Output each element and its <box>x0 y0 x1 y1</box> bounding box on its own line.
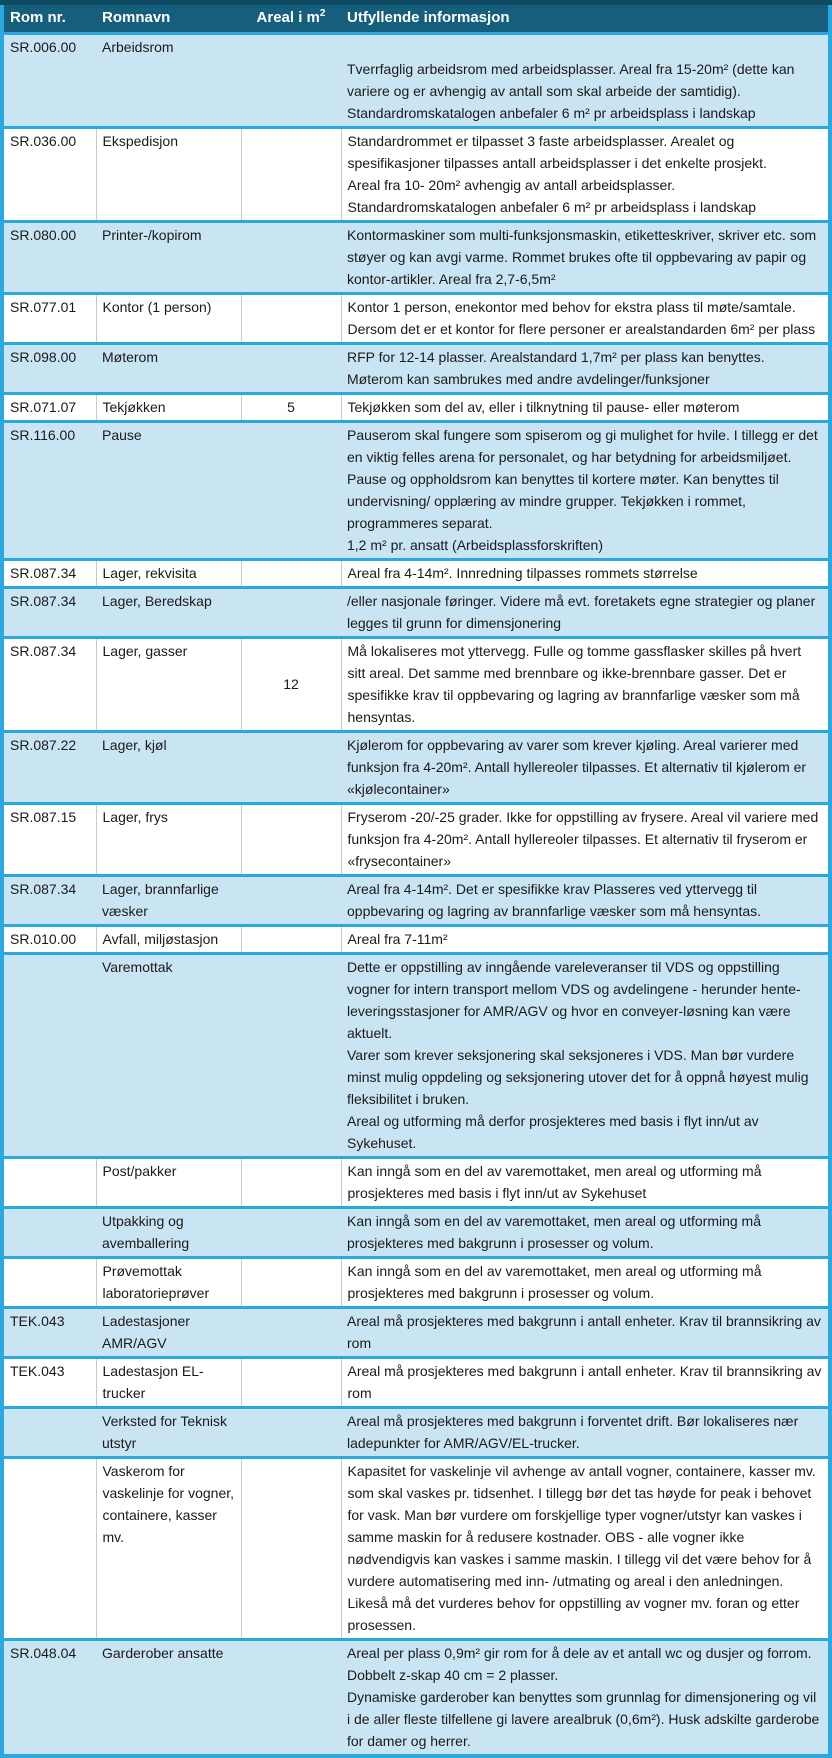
room-number-cell: SR.036.00 <box>2 128 96 222</box>
area-cell <box>241 926 341 954</box>
area-cell <box>241 1258 341 1308</box>
table-body <box>2 34 830 1757</box>
area-cell <box>241 1358 341 1408</box>
table-row <box>2 422 830 560</box>
room-name-cell: Lager, rekvisita <box>96 560 241 588</box>
info-cell: Fryserom -20/-25 grader. Ikke for oppstilling av frysere. Areal vil variere med funksjon fra 4-20m². Antall hyllereoler tilpasses. Et alternativ til fryserom er «frysecontainer» <box>341 804 830 876</box>
info-cell: Kjølerom for oppbevaring av varer som krever kjøling. Areal varierer med funksjon fra 4-20m². Antall hyllereoler tilpasses. Et alternativ til kjølerom er «kjølecontainer» <box>341 732 830 804</box>
info-cell: Pauserom skal fungere som spiserom og gi mulighet for hvile. I tillegg er det en viktig felles arena for personalet, og har betydning for arbeidsmiljøet. Pause og oppholdsrom kan benyttes til kortere møter. Kan benyttes til undervisning/ opplæring av mindre grupper. Tekjøkken i rommet, programmeres separat. 1,2 m² pr. ansatt (Arbeidsplassforskriften) <box>341 422 830 560</box>
area-cell <box>241 128 341 222</box>
room-name-cell: Avfall, miljøstasjon <box>96 926 241 954</box>
info-cell: Standardrommet er tilpasset 3 faste arbeidsplasser. Arealet og spesifikasjoner tilpasses antall arbeidsplasser i det enkelte prosjekt. Areal fra 10- 20m² avhengig av antall arbeidsplasser. Standardromskatalogen anbefaler 6 m² pr arbeidsplass i landskap <box>341 128 830 222</box>
area-cell <box>241 876 341 926</box>
room-number-cell: SR.087.34 <box>2 560 96 588</box>
info-cell: Areal må prosjekteres med bakgrunn i antall enheter. Krav til brannsikring av rom <box>341 1358 830 1408</box>
area-cell <box>241 422 341 560</box>
room-name-cell: Garderober ansatte <box>96 1640 241 1757</box>
area-cell <box>241 222 341 294</box>
area-cell <box>241 804 341 876</box>
table-row <box>2 954 830 1158</box>
room-number-cell: SR.087.15 <box>2 804 96 876</box>
area-cell <box>241 1640 341 1757</box>
info-cell: Tverrfaglig arbeidsrom med arbeidsplasser. Areal fra 15-20m² (dette kan variere og er avhengig av antall som skal arbeide der samtidig). Standardromskatalogen anbefaler 6 m² pr arbeidsplass i landskap <box>341 34 830 128</box>
room-name-cell: Ladestasjoner AMR/AGV <box>96 1308 241 1358</box>
table-row <box>2 1458 830 1640</box>
room-number-cell: SR.087.34 <box>2 588 96 638</box>
room-name-cell: Tekjøkken <box>96 394 241 422</box>
room-number-cell: SR.087.22 <box>2 732 96 804</box>
table-row <box>2 732 830 804</box>
room-number-cell: SR.087.34 <box>2 638 96 732</box>
column-header-areal-superscript: 2 <box>319 8 326 19</box>
table-row <box>2 394 830 422</box>
table-row <box>2 294 830 344</box>
room-number-cell: TEK.043 <box>2 1358 96 1408</box>
room-name-cell: Lager, brannfarlige væsker <box>96 876 241 926</box>
info-cell: Kapasitet for vaskelinje vil avhenge av antall vogner, containere, kasser mv. som skal vaskes pr. tidsenhet. I tillegg bør det tas høyde for peak i behovet for vask. Man bør vurdere om forskjellige typer vogner/utstyr kan vaskes i samme maskin for å redusere kostnader. OBS - alle vogner ikke nødvendigvis kan vaskes i samme maskin. I tillegg vil det være behov for å vurdere automatisering med inn- /utmating og areal i den anledningen. Likeså må det vurderes behov for oppstilling av vogner mv. foran og etter prosessen. <box>341 1458 830 1640</box>
room-number-cell <box>2 1208 96 1258</box>
table-row <box>2 1208 830 1258</box>
table-row <box>2 1158 830 1208</box>
room-number-cell: SR.006.00 <box>2 34 96 128</box>
room-name-cell: Pause <box>96 422 241 560</box>
info-cell: Kan inngå som en del av varemottaket, men areal og utforming må prosjekteres med basis i flyt inn/ut av Sykehuset <box>341 1158 830 1208</box>
room-name-cell: Kontor (1 person) <box>96 294 241 344</box>
room-name-cell: Arbeidsrom <box>96 34 241 128</box>
room-name-cell: Vaskerom for vaskelinje for vogner, containere, kasser mv. <box>96 1458 241 1640</box>
column-header-romnavn: Romnavn <box>96 3 241 34</box>
room-number-cell: SR.071.07 <box>2 394 96 422</box>
area-cell <box>241 1458 341 1640</box>
room-number-cell: SR.077.01 <box>2 294 96 344</box>
info-cell: Kan inngå som en del av varemottaket, men areal og utforming må prosjekteres med bakgrunn i prosesser og volum. <box>341 1208 830 1258</box>
info-cell: Areal fra 4-14m². Det er spesifikke krav Plasseres ved yttervegg til oppbevaring og lagring av brannfarlige væsker som må hensyntas. <box>341 876 830 926</box>
info-cell: Areal må prosjekteres med bakgrunn i forventet drift. Bør lokaliseres nær ladepunkter for AMR/AGV/EL-trucker. <box>341 1408 830 1458</box>
area-cell <box>241 34 341 128</box>
room-name-cell: Verksted for Teknisk utstyr <box>96 1408 241 1458</box>
table-row <box>2 1308 830 1358</box>
info-cell: Areal per plass 0,9m² gir rom for å dele av et antall wc og dusjer og forrom. Dobbelt z-skap 40 cm = 2 plasser. Dynamiske garderober kan benyttes som grunnlag for dimensjonering og vil i de aller fleste tilfellene gi lavere arealbruk (0,6m²). Husk adskilte garderobe for damer og herrer. <box>341 1640 830 1757</box>
info-cell: Dette er oppstilling av inngående vareleveranser til VDS og oppstilling vogner for intern transport mellom VDS og avdelingene - herunder hente- leveringsstasjoner for AMR/AGV og hvor en conveyer-løsning kan være aktuelt. Varer som krever seksjonering skal seksjoneres i VDS. Man bør vurdere minst mulig oppdeling og seksjonering utover det for å oppnå høyest mulig fleksibilitet i bruken. Areal og utforming må derfor prosjekteres med basis i flyt inn/ut av Sykehuset. <box>341 954 830 1158</box>
area-cell <box>241 588 341 638</box>
room-number-cell: TEK.043 <box>2 1308 96 1358</box>
table-row <box>2 926 830 954</box>
info-cell: Areal fra 4-14m². Innredning tilpasses rommets størrelse <box>341 560 830 588</box>
table-row <box>2 34 830 128</box>
info-cell: RFP for 12-14 plasser. Arealstandard 1,7m² per plass kan benyttes. Møterom kan sambrukes med andre avdelinger/funksjoner <box>341 344 830 394</box>
area-cell <box>241 732 341 804</box>
room-name-cell: Varemottak <box>96 954 241 1158</box>
table-row <box>2 638 830 732</box>
area-cell <box>241 294 341 344</box>
room-number-cell: SR.116.00 <box>2 422 96 560</box>
table-row <box>2 222 830 294</box>
room-number-cell <box>2 954 96 1158</box>
table-row <box>2 560 830 588</box>
column-header-utfyllende-informasjon: Utfyllende informasjon <box>341 3 830 34</box>
info-cell: Areal fra 7-11m² <box>341 926 830 954</box>
room-name-cell: Post/pakker <box>96 1158 241 1208</box>
room-name-cell: Lager, frys <box>96 804 241 876</box>
info-cell: Areal må prosjekteres med bakgrunn i antall enheter. Krav til brannsikring av rom <box>341 1308 830 1358</box>
area-cell <box>241 1308 341 1358</box>
table-row <box>2 1258 830 1308</box>
room-number-cell <box>2 1258 96 1308</box>
column-header-areal-text: Areal i m <box>256 9 320 26</box>
room-name-cell: Lager, Beredskap <box>96 588 241 638</box>
room-number-cell: SR.010.00 <box>2 926 96 954</box>
room-name-cell: Printer-/kopirom <box>96 222 241 294</box>
table-header-row <box>2 3 830 34</box>
area-cell <box>241 1408 341 1458</box>
room-name-cell: Ladestasjon EL-trucker <box>96 1358 241 1408</box>
info-cell: Kontormaskiner som multi-funksjonsmaskin, etiketteskriver, skriver etc. som støyer og kan avgi varme. Rommet brukes ofte til oppbevaring av papir og kontor-artikler. Areal fra 2,7-6,5m² <box>341 222 830 294</box>
area-cell <box>241 560 341 588</box>
room-number-cell <box>2 1458 96 1640</box>
area-cell <box>241 1208 341 1258</box>
area-cell: 5 <box>241 394 341 422</box>
info-cell: Tekjøkken som del av, eller i tilknytning til pause- eller møterom <box>341 394 830 422</box>
room-number-cell: SR.087.34 <box>2 876 96 926</box>
room-name-cell: Ekspedisjon <box>96 128 241 222</box>
area-cell <box>241 954 341 1158</box>
room-number-cell <box>2 1408 96 1458</box>
room-name-cell: Møterom <box>96 344 241 394</box>
column-header-areal <box>241 3 341 34</box>
table-row <box>2 804 830 876</box>
area-cell <box>241 1158 341 1208</box>
table-row <box>2 1358 830 1408</box>
room-number-cell: SR.048.04 <box>2 1640 96 1757</box>
info-cell: Må lokaliseres mot yttervegg. Fulle og tomme gassflasker skilles på hvert sitt areal. Det samme med brennbare og ikke-brennbare gasser. Det er spesifikke krav til oppbevaring og lagring av brannfarlige væsker som må hensyntas. <box>341 638 830 732</box>
column-header-rom-nr: Rom nr. <box>2 3 96 34</box>
table-header <box>2 3 830 34</box>
room-number-cell <box>2 1158 96 1208</box>
table-row <box>2 128 830 222</box>
info-cell: Kontor 1 person, enekontor med behov for ekstra plass til møte/samtale. Dersom det er et kontor for flere personer er arealstandarden 6m² per plass <box>341 294 830 344</box>
room-name-cell: Lager, kjøl <box>96 732 241 804</box>
room-number-cell: SR.080.00 <box>2 222 96 294</box>
table-row <box>2 1640 830 1757</box>
area-cell: 12 <box>241 638 341 732</box>
area-cell <box>241 344 341 394</box>
table-row <box>2 876 830 926</box>
room-number-cell: SR.098.00 <box>2 344 96 394</box>
info-cell: /eller nasjonale føringer. Videre må evt. foretakets egne strategier og planer legges til grunn for dimensjonering <box>341 588 830 638</box>
table-row <box>2 1408 830 1458</box>
room-name-cell: Utpakking og avemballering <box>96 1208 241 1258</box>
room-name-cell: Prøvemottak laboratorieprøver <box>96 1258 241 1308</box>
table-row <box>2 588 830 638</box>
table-row <box>2 344 830 394</box>
info-cell: Kan inngå som en del av varemottaket, men areal og utforming må prosjekteres med bakgrunn i prosesser og volum. <box>341 1258 830 1308</box>
room-name-cell: Lager, gasser <box>96 638 241 732</box>
